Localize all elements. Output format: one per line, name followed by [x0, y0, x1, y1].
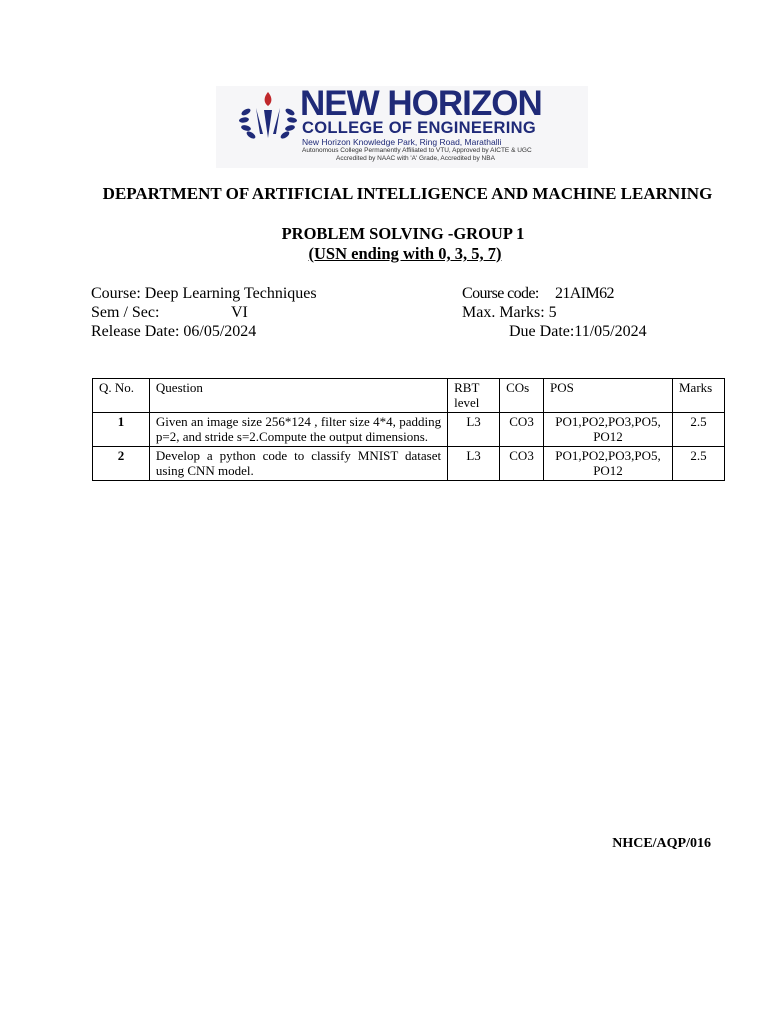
torch-laurel-emblem-icon — [236, 90, 300, 150]
row-co: CO3 — [500, 413, 544, 447]
header-rbt-line2: level — [454, 395, 480, 410]
row-co: CO3 — [500, 447, 544, 481]
row-question: Develop a python code to classify MNIST dataset using CNN model. — [149, 447, 447, 481]
row-pos-line1: PO1,PO2,PO3,PO5, — [555, 414, 661, 429]
max-marks: Max. Marks: 5 — [462, 304, 557, 321]
row-qno: 1 — [93, 413, 150, 447]
release-date: Release Date: 06/05/2024 — [91, 323, 257, 340]
college-affiliation: Autonomous College Permanently Affiliated to VTU, Approved by AICTE & UGC — [302, 147, 532, 154]
row-marks: 2.5 — [672, 447, 724, 481]
course-name: Course: Deep Learning Techniques — [91, 285, 317, 302]
header-qno: Q. No. — [93, 379, 150, 413]
table-row — [93, 413, 725, 447]
row-marks: 2.5 — [672, 413, 724, 447]
sem-label: Sem / Sec: — [91, 304, 160, 321]
college-name: NEW HORIZON — [300, 84, 542, 123]
header-marks: Marks — [672, 379, 724, 413]
row-pos — [544, 413, 673, 447]
document-code: NHCE/AQP/016 — [612, 836, 711, 851]
document-title: PROBLEM SOLVING -GROUP 1 — [281, 224, 525, 243]
college-logo — [216, 86, 588, 168]
header-rbt-line1: RBT — [454, 380, 480, 395]
college-accreditation: Accredited by NAAC with 'A' Grade, Accredited by NBA — [336, 155, 495, 162]
department-heading: DEPARTMENT OF ARTIFICIAL INTELLIGENCE AND MACHINE LEARNING — [102, 184, 713, 203]
table-header-row — [93, 379, 725, 413]
due-date: Due Date:11/05/2024 — [509, 323, 647, 340]
row-pos-line2: PO12 — [593, 463, 623, 478]
row-rbt: L3 — [448, 413, 500, 447]
header-pos: POS — [544, 379, 673, 413]
sem-value: VI — [231, 304, 248, 321]
row-question: Given an image size 256*124 , filter size 4*4, padding p=2, and stride s=2.Compute the output dimensions. — [149, 413, 447, 447]
course-code-label: Course code: — [462, 285, 539, 302]
college-address: New Horizon Knowledge Park, Ring Road, Marathalli — [302, 137, 502, 147]
questions-table — [92, 378, 725, 481]
row-pos-line1: PO1,PO2,PO3,PO5, — [555, 448, 661, 463]
row-pos-line2: PO12 — [593, 429, 623, 444]
row-qno: 2 — [93, 447, 150, 481]
college-subname: COLLEGE OF ENGINEERING — [302, 119, 536, 137]
header-cos: COs — [500, 379, 544, 413]
row-pos — [544, 447, 673, 481]
row-rbt: L3 — [448, 447, 500, 481]
header-rbt — [448, 379, 500, 413]
course-code: 21AIM62 — [555, 285, 614, 302]
header-question: Question — [149, 379, 447, 413]
document-subtitle: (USN ending with 0, 3, 5, 7) — [308, 244, 502, 263]
table-row — [93, 447, 725, 481]
